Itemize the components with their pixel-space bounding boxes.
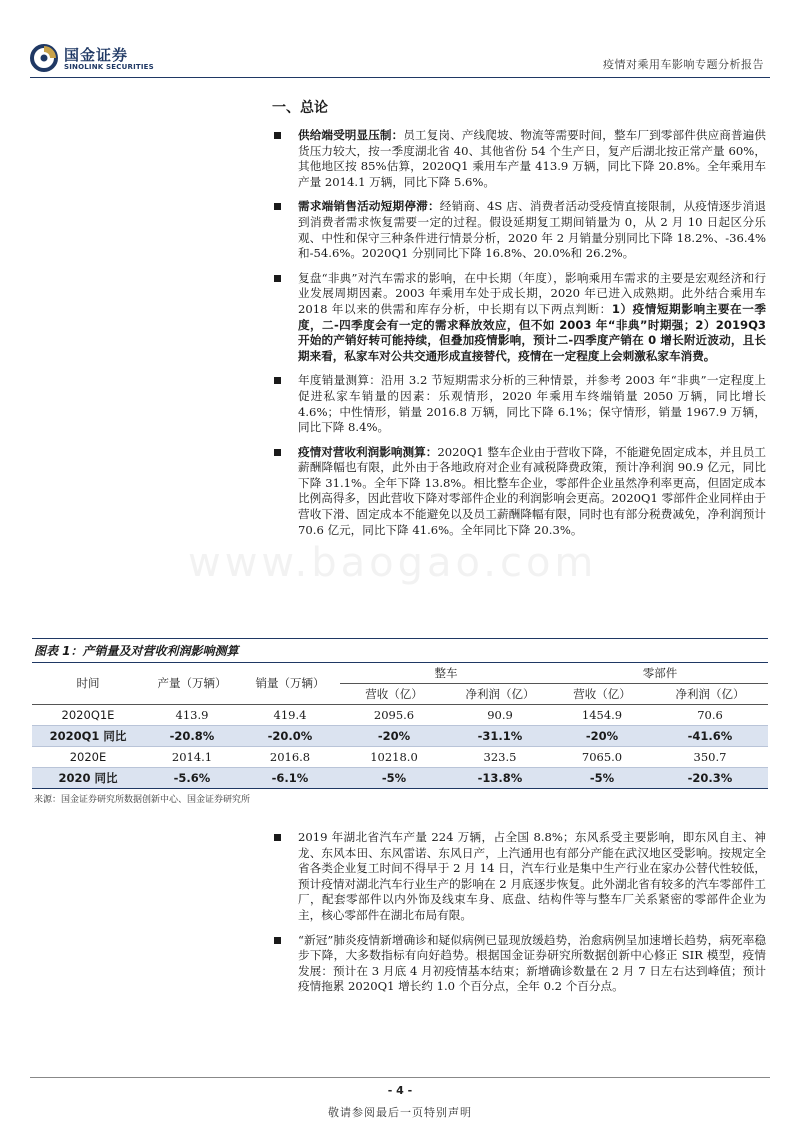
- bullet-square-icon: [274, 377, 281, 384]
- cell-parts-net-profit: 70.6: [697, 707, 723, 722]
- cell-label: 2020 同比: [32, 767, 144, 788]
- forecast-table-block: [32, 638, 768, 805]
- table-source: 来源：国金证券研究所数据创新中心、国金证券研究所: [34, 794, 251, 805]
- bullet-item: [272, 830, 766, 924]
- bullet-text: “新冠”肺炎疫情新增确诊和疑似病例已显现放缓趋势，治愈病例呈加速增长趋势，病死率稳步下降，大多数指标有向好趋势。根据国金证券研究所数据创新中心修正 SIR 模型，疫情发展：预计在 3 月底 4 月初疫情基本结束；新增确诊数量在 2 月 7 日左右达到峰值；预计疫情拖累 2020Q1 增长约 1.0 个百分点，全年 0.2 个百分点。: [298, 932, 766, 994]
- bullet-text: 复盘“非典”对汽车需求的影响，在中长期（年度），影响乘用车需求的主要是宏观经济和行业发展周期因素。2003 年乘用车处于成长期，2020 年已进入成熟期。此外结合乘用车 2018 年以来的供需和库存分析，中长期有以下两点判断：: [298, 270, 766, 316]
- header-vehicle-net-profit: 净利润（亿）: [465, 686, 535, 701]
- logo-icon: [30, 44, 58, 72]
- cell-parts-revenue: -5%: [552, 767, 652, 788]
- bullet-square-icon: [274, 132, 281, 139]
- header-vehicle-group: 整车: [340, 663, 552, 683]
- bullet-square-icon: [274, 834, 281, 841]
- header-vehicle-revenue: 营收（亿）: [365, 686, 423, 701]
- bullet-text: 经销商、4S 店、消费者活动受疫情直接限制，从疫情逐步消退到消费者需求恢复需要一定的过程。假设延期复工期间销量为 0，从 2 月 10 日起区分乐观、中性和保守三种条件进行情景分析，2020 年 2 月销量分别同比下降 18.2%、-36.4%和-54.6%。2020Q1 分别同比下降 16.8%、20.0%和 26.2%。: [298, 199, 766, 261]
- cell-sales: 2016.8: [269, 749, 311, 764]
- bullet-item: [272, 199, 766, 261]
- bullet-text: 员工复岗、产线爬坡、物流等需要时间，整车厂到零部件供应商普遍供货压力较大，按一季度湖北省 40、其他省份 54 个生产日，复产后湖北按正常产量 60%，其他地区按 85%估算，2020Q1 乘用车产量 413.9 万辆，同比下降 20.8%。全年乘用车产量 2014.1 万辆，同比下降 5.6%。: [298, 128, 766, 189]
- bullet-lead: 需求端销售活动短期停滞：: [298, 199, 440, 214]
- bullet-item: [272, 271, 766, 365]
- header-parts-net-profit: 净利润（亿）: [675, 686, 745, 701]
- table-row: [32, 704, 768, 725]
- cell-vehicle-revenue: -20%: [340, 725, 448, 746]
- cell-label: 2020E: [69, 749, 107, 764]
- header-production: 产量（万辆）: [157, 676, 227, 691]
- cell-production: 413.9: [175, 707, 209, 722]
- page-header: [30, 40, 770, 78]
- cell-label: 2020Q1 同比: [32, 725, 144, 746]
- table-caption: 图表 1：产销量及对营收利润影响测算: [32, 638, 768, 663]
- bullet-square-icon: [274, 275, 281, 282]
- footer-divider: [30, 1077, 770, 1078]
- cell-parts-net-profit: -20.3%: [652, 767, 768, 788]
- header-parts-group: 零部件: [552, 663, 768, 683]
- forecast-table: [32, 663, 768, 789]
- cell-parts-revenue: 7065.0: [581, 749, 623, 764]
- cell-vehicle-revenue: 10218.0: [370, 749, 418, 764]
- bullet-list-bottom: [272, 830, 766, 995]
- bullet-lead: 疫情对营收利润影响测算：: [298, 444, 438, 459]
- cell-vehicle-net-profit: -31.1%: [448, 725, 552, 746]
- company-logo: [30, 40, 154, 74]
- bullet-item: [272, 445, 766, 539]
- bullet-square-icon: [274, 449, 281, 456]
- cell-sales: 419.4: [273, 707, 307, 722]
- bullet-item: [272, 128, 766, 190]
- header-time: 时间: [76, 676, 100, 691]
- bullet-item: [272, 373, 766, 435]
- cell-vehicle-net-profit: 90.9: [487, 707, 513, 722]
- logo-text-en: SINOLINK SECURITIES: [64, 63, 154, 71]
- table-row: [32, 746, 768, 767]
- bullet-item: [272, 933, 766, 995]
- cell-production: 2014.1: [171, 749, 213, 764]
- bullet-square-icon: [274, 203, 281, 210]
- cell-parts-revenue: -20%: [552, 725, 652, 746]
- page-number: - 4 -: [387, 1084, 413, 1097]
- disclaimer-text: 敬请参阅最后一页特别声明: [328, 1106, 472, 1119]
- bullet-list-top: [272, 128, 766, 538]
- cell-vehicle-revenue: -5%: [340, 767, 448, 788]
- logo-text-cn: 国金证券: [64, 46, 129, 64]
- header-parts-revenue: 营收（亿）: [573, 686, 631, 701]
- watermark: www.baogao.com: [188, 540, 598, 586]
- header-sales: 销量（万辆）: [255, 676, 325, 691]
- cell-sales: -6.1%: [240, 767, 340, 788]
- cell-parts-net-profit: 350.7: [693, 749, 727, 764]
- cell-production: -20.8%: [144, 725, 240, 746]
- cell-parts-revenue: 1454.9: [581, 707, 623, 722]
- bullet-text: 2019 年湖北省汽车产量 224 万辆，占全国 8.8%；东风系受主要影响，即东风自主、神龙、东风本田、东风雷诺、东风日产，上汽通用也有部分产能在武汉地区受影响。按规定全省各类企业复工时间不得早于 2 月 14 日，汽车行业是集中生产行业在家办公替代性较低，预计疫情对湖北汽车行业生产的影响在 2 月底逐步恢复。此外湖北省有较多的汽车零部件工厂，配套零部件以内外饰及线束车身、底盘、结构件等与整车厂关系紧密的零部件企业为主，核心零部件在湖北布局有限。: [298, 830, 766, 922]
- section-title: 一、总论: [272, 100, 328, 116]
- cell-production: -5.6%: [144, 767, 240, 788]
- cell-vehicle-net-profit: -13.8%: [448, 767, 552, 788]
- table-row: [32, 767, 768, 788]
- bullet-lead: 供给端受明显压制：: [298, 128, 404, 142]
- cell-label: 2020Q1E: [61, 707, 115, 722]
- bullet-bold-text: 1）疫情短期影响主要在一季度，二-四季度会有一定的需求释放效应，但不如 2003 年“非典”时期强；2）2019Q3 开始的产销好转可能持续，但叠加疫情影响，预计二-四季度产销在 0 增长附近波动，且长期来看，私家车对公共交通形成直接替代，疫情在一定程度上会刺激私家车消费。: [298, 301, 766, 363]
- cell-parts-net-profit: -41.6%: [652, 725, 768, 746]
- table-row: [32, 725, 768, 746]
- cell-vehicle-net-profit: 323.5: [483, 749, 517, 764]
- bullet-text: 2020Q1 整车企业由于营收下降，不能避免固定成本，并且员工薪酬降幅也有限，此外由于各地政府对企业有减税降费政策，预计净利润 90.9 亿元，同比下降 31.1%。全年下降 13.8%。相比整车企业，零部件企业虽然净利率更高，但固定成本比例高得多，因此营收下降对零部件企业的利润影响会更高。2020Q1 零部件企业同样由于营收下滑、固定成本不能避免以及员工薪酬降幅有限，同时也有部分税费减免，净利润预计 70.6 亿元，同比下降 41.6%。全年同比下降 20.3%。: [298, 444, 766, 537]
- bullet-square-icon: [274, 937, 281, 944]
- cell-vehicle-revenue: 2095.6: [373, 707, 415, 722]
- report-title: 疫情对乘用车影响专题分析报告: [603, 58, 764, 71]
- cell-sales: -20.0%: [240, 725, 340, 746]
- bullet-text: 年度销量测算：沿用 3.2 节短期需求分析的三种情景，并参考 2003 年“非典”一定程度上促进私家车销量的因素：乐观情形，2020 年乘用车终端销量 2050 万辆，同比增长 4.6%；中性情形，销量 2016.8 万辆，同比下降 6.1%；保守情形，销量 1967.9 万辆，同比下降 8.4%。: [298, 373, 766, 435]
